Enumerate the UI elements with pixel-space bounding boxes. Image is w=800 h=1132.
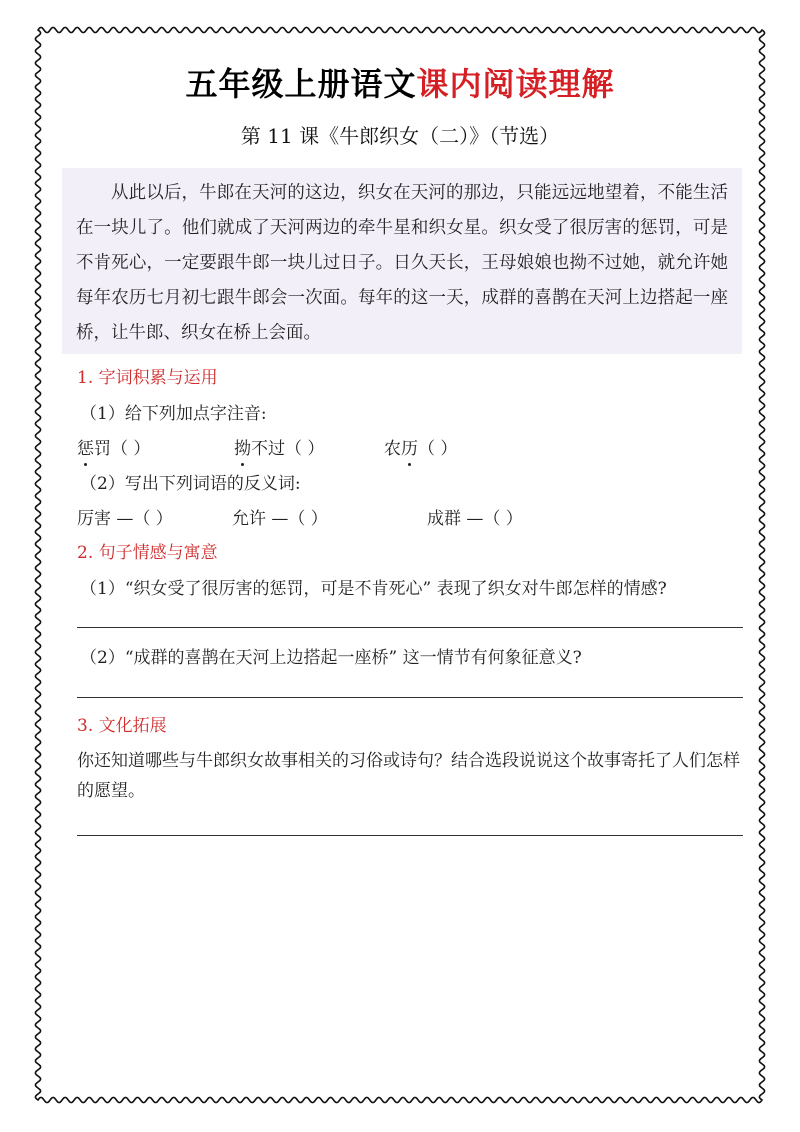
answer-line	[77, 627, 743, 628]
antonym-item-3: 成群 —（ ）	[427, 509, 523, 529]
antonym-item-2: 允许 —（ ）	[232, 509, 328, 529]
section-2-question-2: （2）“成群的喜鹊在天河上边搭起一座桥” 这一情节有何象征意义?	[80, 648, 582, 668]
dotted-char: 惩	[77, 439, 94, 459]
page-title	[0, 60, 800, 108]
answer-line	[77, 697, 743, 698]
section-3-question: 你还知道哪些与牛郎织女故事相关的习俗或诗句？结合选段说说这个故事寄托了人们怎样的愿望。	[77, 751, 740, 801]
pinyin-item-1	[77, 437, 150, 461]
antonym-item-1: 厉害 —（ ）	[77, 509, 173, 529]
pinyin-item-pre: 农	[384, 439, 401, 459]
section-2-heading: 2. 句子情感与寓意	[77, 543, 218, 563]
reading-passage	[62, 168, 742, 354]
title-topic: 课内阅读理解	[416, 65, 615, 103]
passage-text: 从此以后，牛郎在天河的这边，织女在天河的那边，只能远远地望着，不能生活在一块儿了。他们就成了天河两边的牵牛星和织女星。织女受了很厉害的惩罚，可是不肯死心，一定要跟牛郎一块儿过日子。日久天长，王母娘娘也拗不过她，就允许她每年农历七月初七跟牛郎会一次面。每年的这一天，成群的喜鹊在天河上边搭起一座桥，让牛郎、织女在桥上会面。	[76, 183, 728, 343]
title-grade: 五年级上册语文	[185, 65, 417, 103]
section-1-question-1: （1）给下列加点字注音:	[80, 404, 267, 424]
section-1-heading: 1. 字词积累与运用	[77, 368, 218, 388]
lesson-subtitle: 第 11 课《牛郎织女（二）》（节选）	[240, 124, 560, 148]
pinyin-item-2	[234, 437, 324, 461]
section-2-question-1: （1）“织女受了很厉害的惩罚，可是不肯死心” 表现了织女对牛郎怎样的情感?	[80, 579, 667, 599]
dotted-char: 拗	[234, 439, 251, 459]
pinyin-item-rest: 罚（ ）	[94, 439, 151, 459]
answer-line	[77, 835, 743, 836]
pinyin-item-rest: 不过（ ）	[251, 439, 325, 459]
section-3-heading: 3. 文化拓展	[77, 716, 167, 736]
pinyin-item-3	[384, 437, 457, 461]
section-1-question-2: （2）写出下列词语的反义词:	[80, 474, 301, 494]
dotted-char: 历	[401, 439, 418, 459]
pinyin-item-rest: （ ）	[418, 439, 458, 459]
